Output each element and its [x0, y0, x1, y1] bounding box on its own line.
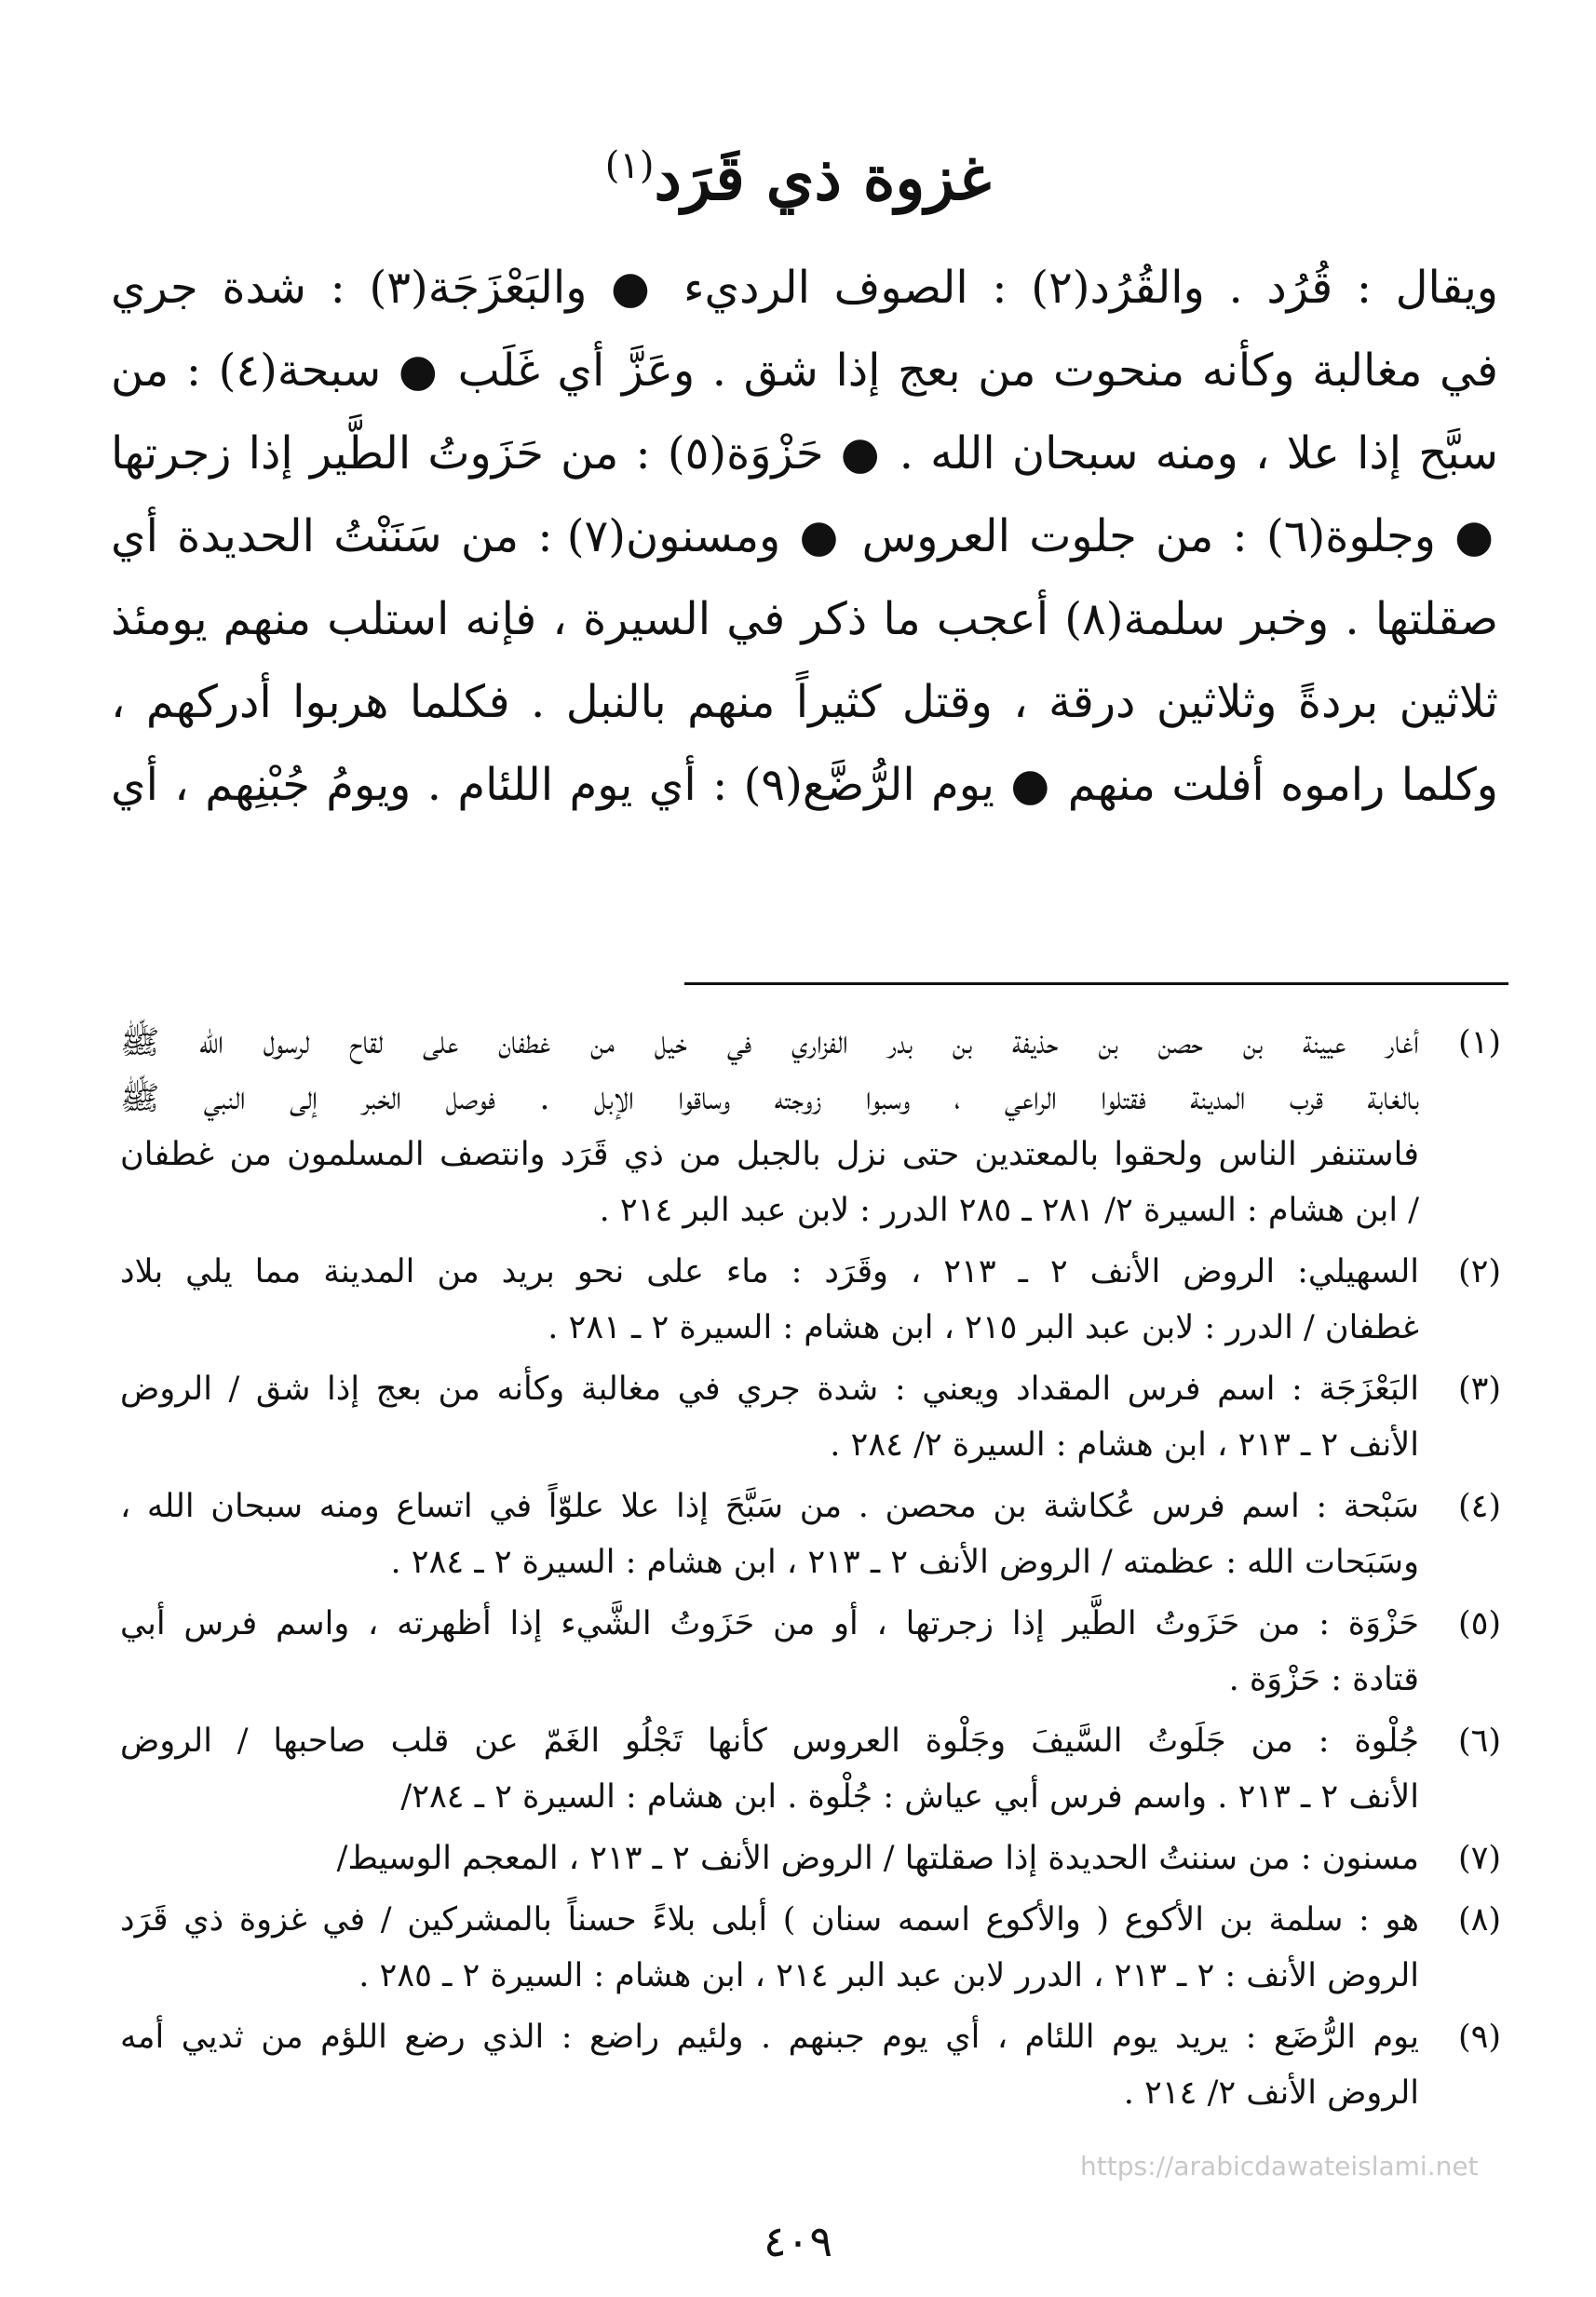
footnote-line: / ابن هشام : السيرة ٢/ ٢٨١ ـ ٢٨٥ الدرر : لابن عبد البر ٢١٤ . [599, 1192, 1419, 1229]
footnote-number: (٩) [1457, 2019, 1502, 2056]
footnote-divider [684, 982, 1508, 985]
footnote-line: فاستنفر الناس ولحقوا بالمعتدين حتى نزل بالجبل من ذي قَرَد وانتصف المسلمون من غطفان [120, 1136, 1419, 1173]
title-footnote-marker: (١) [604, 144, 655, 188]
text-line: صقلتها . وخبر سلمة(٨) أعجب ما ذكر في السيرة ، فإنه استلب منهم يومئذ [111, 593, 1498, 645]
footnote-9 [120, 2009, 1526, 2121]
main-text [111, 247, 1498, 827]
footnote-line: غطفان / الدرر : لابن عبد البر ٢١٥ ، ابن هشام : السيرة ٢ ـ ٢٨١ . [548, 1309, 1419, 1346]
footnote-1 [120, 1015, 1526, 1238]
text-line: وكلما راموه أفلت منهم ● يوم الرُّضَّع(٩) : أي يوم اللئام . ويومُ جُبْنِهم ، أي [111, 759, 1498, 811]
footnote-line: هو : سلمة بن الأكوع ( والأكوع اسمه سنان ) أبلى بلاءً حسناً بالمشركين / في غزوة ذي قَرَد [120, 1901, 1419, 1939]
footnote-line: جُلْوة : من جَلَوتُ السَّيفَ وجَلْوة العروس كأنها تَجْلُو الغَمّ عن قلب صاحبها / الروض [120, 1723, 1419, 1760]
footnote-line: بالغابة قرب المدينة فقتلوا الراعي ، وسبوا زوجته وساقوا الإبل . فوصل الخبر إلى النبي ﷺ [120, 1080, 1419, 1117]
text-line: سبَّح إذا علا ، ومنه سبحان الله . ● حَزْوَة(٥) : من حَزَوتُ الطَّير إذا زجرتها [111, 427, 1499, 480]
footnote-number: (٦) [1457, 1723, 1502, 1760]
footnote-number: (٢) [1457, 1253, 1502, 1290]
footnote-4 [120, 1479, 1526, 1590]
chapter-title-text: غزوة ذي قَرَد [654, 142, 992, 215]
footnote-line: مسنون : من سننتُ الحديدة إذا صقلتها / الروض الأنف ٢ ـ ٢١٣ ، المعجم الوسيط/ [336, 1840, 1419, 1877]
footnote-line: وسَبَحات الله : عظمته / الروض الأنف ٢ ـ ٢١٣ ، ابن هشام : السيرة ٢ ـ ٢٨٤ . [390, 1544, 1419, 1581]
footnote-line: أغار عيينة بن حصن بن حذيفة بن بدر الفزاري في خيل من غطفان على لقاح لرسول الله ﷺ [120, 1024, 1419, 1061]
text-line: ويقال : قُرُد . والقُرُد(٢) : الصوف الرديء ● والبَعْزَجَة(٣) : شدة جري [111, 262, 1498, 314]
watermark-url: https://arabicdawateislami.net [1080, 2151, 1479, 2182]
footnote-line: الأنف ٢ ـ ٢١٣ . واسم فرس أبي عياش : جُلْوة . ابن هشام : السيرة ٢ ـ ٢٨٤/ [400, 1778, 1419, 1816]
footnote-line: الروض الأنف : ٢ ـ ٢١٣ ، الدرر لابن عبد البر ٢١٤ ، ابن هشام : السيرة ٢ ـ ٢٨٥ . [358, 1957, 1419, 1994]
footnote-number: (٣) [1457, 1371, 1502, 1408]
text-line: ● وجلوة(٦) : من جلوت العروس ● ومسنون(٧) : من سَنَنْتُ الحديدة أي [111, 510, 1499, 562]
footnote-number: (٨) [1457, 1901, 1502, 1939]
footnote-2 [120, 1244, 1526, 1356]
footnote-5 [120, 1596, 1526, 1708]
page-number: ٤٠٩ [763, 2216, 833, 2266]
footnote-line: الروض الأنف ٢/ ٢١٤ . [1123, 2074, 1419, 2112]
footnote-line: حَزْوَة : من حَزَوتُ الطَّير إذا زجرتها ، أو من حَزَوتُ الشَّيء إذا أظهرته ، واسم فرس أبي [120, 1605, 1419, 1642]
footnote-line: قتادة : حَزْوَة . [1228, 1661, 1419, 1698]
text-line: ثلاثين بردةً وثلاثين درقة ، وقتل كثيراً منهم بالنبل . فكلما هربوا أدركهم ، [111, 676, 1498, 728]
footnote-line: الأنف ٢ ـ ٢١٣ ، ابن هشام : السيرة ٢/ ٢٨٤ . [830, 1426, 1419, 1464]
footnote-number: (٤) [1457, 1488, 1502, 1525]
footnote-number: (٧) [1457, 1840, 1502, 1877]
footnote-6 [120, 1713, 1526, 1825]
footnote-line: البَعْزَجَة : اسم فرس المقداد ويعني : شدة جري في مغالبة وكأنه من بعج إذا شق / الروض [120, 1371, 1419, 1408]
footnote-line: السهيلي: الروض الأنف ٢ ـ ٢١٣ ، وقَرَد : ماء على نحو بريد من المدينة مما يلي بلاد [120, 1253, 1419, 1290]
footnote-number: (١) [1457, 1024, 1502, 1061]
text-line: في مغالبة وكأنه منحوت من بعج إذا شق . وعَزَّ أي غَلَب ● سبحة(٤) : من [111, 345, 1498, 397]
footnote-3 [120, 1361, 1526, 1473]
footnote-line: يوم الرُّضَع : يريد يوم اللئام ، أي يوم جبنهم . ولئيم راضع : الذي رضع اللؤم من ثديي أمه [120, 2019, 1419, 2056]
footnote-number: (٥) [1457, 1605, 1502, 1642]
footnote-line: سَبْحة : اسم فرس عُكاشة بن محصن . من سَبَّحَ إذا علا علوّاً في اتساع ومنه سبحان الله ، [120, 1488, 1419, 1525]
footnotes [120, 1015, 1526, 2127]
chapter-title [0, 142, 1596, 215]
footnote-7 [120, 1831, 1526, 1886]
footnote-8 [120, 1892, 1526, 2004]
